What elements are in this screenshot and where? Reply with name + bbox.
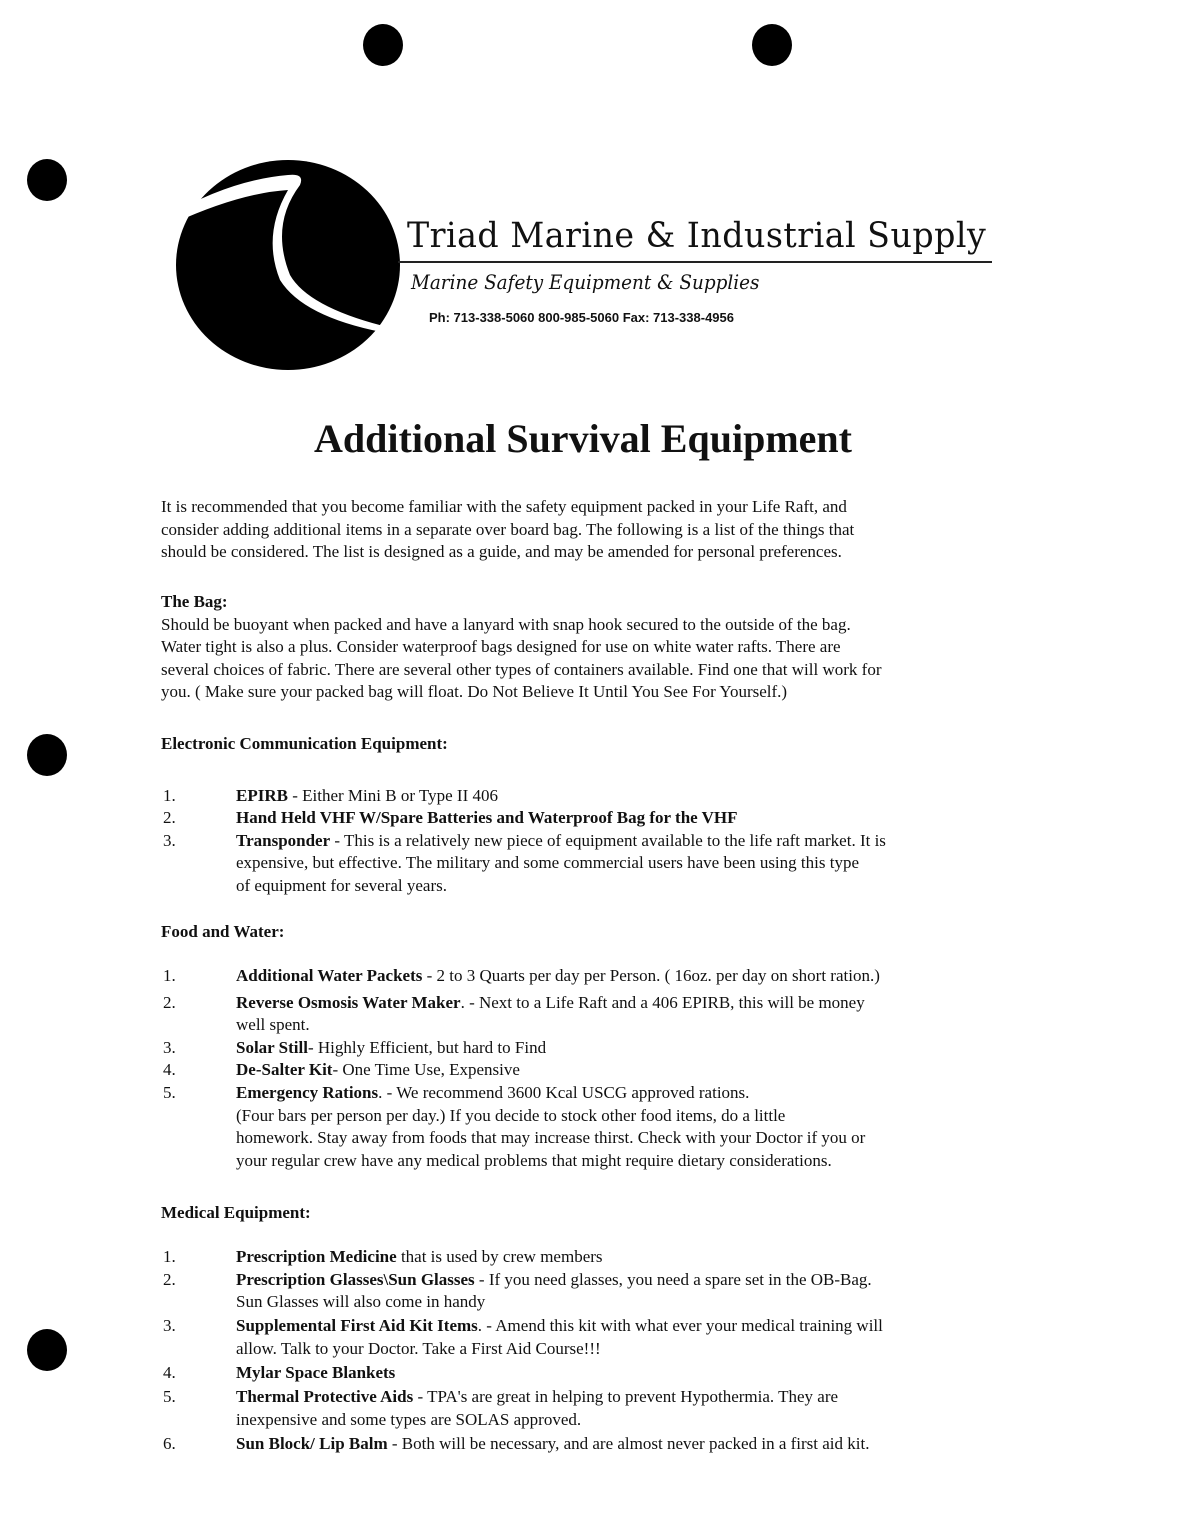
spacer — [161, 944, 1041, 965]
text-line: well spent. — [236, 1015, 310, 1035]
punch-hole — [27, 1329, 67, 1371]
list-item — [161, 807, 1041, 830]
item-title: Mylar Space Blankets — [236, 1363, 396, 1383]
item-number: 1. — [163, 1246, 176, 1266]
list-item — [161, 992, 1041, 1037]
electronic-section — [161, 733, 1041, 898]
text-line: inexpensive and some types are SOLAS approved. — [236, 1409, 582, 1429]
item-title: Supplemental First Aid Kit Items — [236, 1316, 478, 1336]
text-line: Should be buoyant when packed and have a lanyard with snap hook secured to the outside of the bag. — [161, 614, 851, 634]
item-number: 4. — [163, 1363, 176, 1383]
text-line: (Four bars per person per day.) If you decide to stock other food items, do a little — [236, 1105, 786, 1125]
item-number: 1. — [163, 965, 176, 985]
text-line: Sun Glasses will also come in handy — [236, 1292, 486, 1312]
item-number: 5. — [163, 1387, 176, 1407]
text-line — [236, 1362, 1041, 1385]
item-title: Reverse Osmosis Water Maker — [236, 992, 461, 1012]
item-number: 3. — [163, 1316, 176, 1336]
item-description: - 2 to 3 Quarts per day per Person. ( 16oz. per day on short ration.) — [422, 965, 880, 985]
text-line: expensive, but effective. The military and some commercial users have been using this type — [236, 853, 859, 873]
section-heading: The Bag: — [161, 592, 228, 611]
list-item — [161, 1246, 1041, 1269]
item-description: . - We recommend 3600 Kcal USCG approved rations. — [378, 1083, 750, 1103]
text-line — [236, 1315, 1041, 1338]
item-number: 4. — [163, 1060, 176, 1080]
text-line — [236, 1433, 1041, 1456]
section-heading: Medical Equipment: — [161, 1203, 311, 1222]
text-line: you. ( Make sure your packed bag will float. Do Not Believe It Until You See For Yourself.) — [161, 682, 788, 702]
item-title: Prescription Medicine — [236, 1246, 397, 1266]
item-title: Additional Water Packets — [236, 965, 423, 985]
item-title: Transponder — [236, 830, 331, 850]
text-line — [236, 1386, 1041, 1409]
page-title: Additional Survival Equipment — [314, 416, 852, 461]
text-line: It is recommended that you become familiar with the safety equipment packed in your Life Raft, and — [161, 497, 847, 516]
punch-hole — [27, 734, 67, 776]
item-title: De-Salter Kit — [236, 1060, 333, 1080]
text-line — [236, 785, 1041, 808]
text-line: homework. Stay away from foods that may increase thirst. Check with your Doctor if you or — [236, 1128, 866, 1148]
item-number: 6. — [163, 1433, 176, 1453]
item-description: - Either Mini B or Type II 406 — [287, 785, 498, 805]
text-line: several choices of fabric. There are several other types of containers available. Find one that will work for — [161, 659, 882, 679]
item-number: 3. — [163, 830, 176, 850]
item-title: EPIRB — [236, 785, 288, 805]
item-description: - TPA's are great in helping to prevent Hypothermia. They are — [413, 1387, 839, 1407]
text-line: should be considered. The list is designed as a guide, and may be amended for personal preferences. — [161, 542, 842, 562]
list-item — [161, 785, 1041, 808]
item-number: 2. — [163, 808, 176, 828]
company-logo — [170, 155, 400, 370]
list-item — [161, 1059, 1041, 1082]
text-line — [236, 807, 1041, 830]
item-description: - Both will be necessary, and are almost never packed in a first aid kit. — [387, 1433, 870, 1453]
list-item — [161, 1433, 1041, 1456]
item-description: - One Time Use, Expensive — [332, 1060, 520, 1080]
text-line — [236, 965, 1041, 988]
list-item — [161, 965, 1041, 988]
company-tagline: Marine Safety Equipment & Supplies — [411, 270, 760, 294]
item-title: Sun Block/ Lip Balm — [236, 1433, 388, 1453]
item-number: 1. — [163, 785, 176, 805]
list-item — [161, 830, 1041, 898]
item-number: 5. — [163, 1083, 176, 1103]
text-line — [236, 1037, 1041, 1060]
company-name: Triad Marine & Industrial Supply — [407, 216, 987, 256]
item-number: 2. — [163, 1269, 176, 1289]
item-description: . - Next to a Life Raft and a 406 EPIRB, this will be money — [460, 992, 865, 1012]
list-item — [161, 1269, 1041, 1314]
text-line — [236, 830, 1041, 853]
text-line — [236, 1059, 1041, 1082]
text-line: Water tight is also a plus. Consider waterproof bags designed for use on white water rafts. There are — [161, 637, 841, 657]
medical-section — [161, 1202, 1041, 1456]
header-divider — [398, 261, 992, 263]
item-description: that is used by crew members — [396, 1246, 603, 1266]
text-line — [236, 1246, 1041, 1269]
bag-section — [161, 591, 1041, 704]
item-title: Solar Still — [236, 1037, 308, 1057]
item-title: Emergency Rations — [236, 1083, 379, 1103]
contact-numbers: Ph: 713-338-5060 800-985-5060 Fax: 713-338-4956 — [429, 310, 734, 325]
food-water-section — [161, 921, 1041, 1172]
list-item — [161, 1386, 1041, 1431]
item-description: - This is a relatively new piece of equipment available to the life raft market. It is — [330, 830, 886, 850]
text-line: allow. Talk to your Doctor. Take a First Aid Course!!! — [236, 1339, 601, 1359]
item-title: Hand Held VHF W/Spare Batteries and Waterproof Bag for the VHF — [236, 808, 738, 828]
text-line: your regular crew have any medical problems that might require dietary considerations. — [236, 1150, 832, 1170]
item-description: . - Amend this kit with what ever your medical training will — [477, 1316, 883, 1336]
item-number: 3. — [163, 1037, 176, 1057]
spacer — [161, 756, 1041, 785]
section-heading: Electronic Communication Equipment: — [161, 734, 448, 753]
item-title: Prescription Glasses\Sun Glasses — [236, 1269, 475, 1289]
text-line — [236, 1082, 1041, 1105]
text-line: of equipment for several years. — [236, 875, 447, 895]
item-description: - Highly Efficient, but hard to Find — [307, 1037, 547, 1057]
item-number: 2. — [163, 992, 176, 1012]
item-description: - If you need glasses, you need a spare set in the OB-Bag. — [474, 1269, 872, 1289]
punch-hole — [752, 24, 792, 66]
section-heading: Food and Water: — [161, 922, 285, 941]
spacer — [161, 1225, 1041, 1246]
text-line — [236, 1269, 1041, 1292]
list-item — [161, 1082, 1041, 1172]
item-title: Thermal Protective Aids — [236, 1387, 414, 1407]
intro-paragraph — [161, 496, 1041, 564]
punch-hole — [27, 159, 67, 201]
text-line: consider adding additional items in a separate over board bag. The following is a list of the things that — [161, 519, 855, 539]
punch-hole — [363, 24, 403, 66]
list-item — [161, 1362, 1041, 1385]
list-item — [161, 1315, 1041, 1360]
list-item — [161, 1037, 1041, 1060]
text-line — [236, 992, 1041, 1015]
